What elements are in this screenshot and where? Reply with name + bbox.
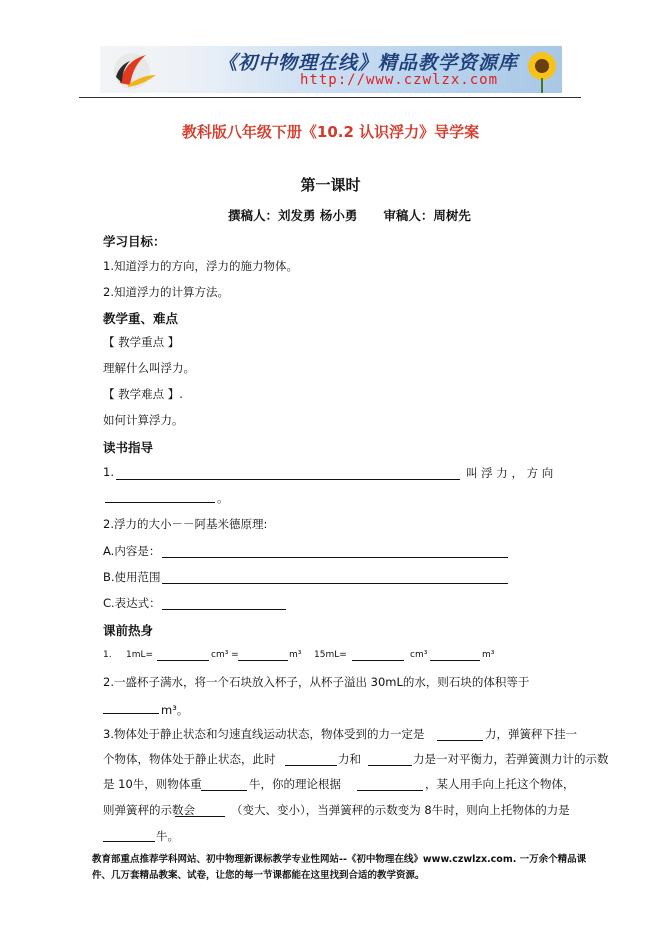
site-logo-icon <box>106 49 164 91</box>
goal-item: 2.知道浮力的计算方法。 <box>103 285 229 299</box>
focus-text: 理解什么叫浮力。 <box>103 361 195 375</box>
warmup-q3-line4-b: （变大、变小），当弹簧秤的示数变为 8牛时，则向上托物体的力是 <box>231 803 570 817</box>
warmup-q1-d: 15mL= <box>314 650 347 660</box>
warmup-q3-line3-b: 牛，你的理论根据 <box>249 777 341 791</box>
blank-line[interactable] <box>105 502 215 503</box>
header-divider <box>79 97 581 98</box>
difficulty-text: 如何计算浮力。 <box>103 413 184 427</box>
banner-title: 《初中物理在线》精品教学资源库 <box>218 52 519 74</box>
warmup-q3-line2-c: 力是一对平衡力，若弹簧测力计的示数 <box>413 752 609 766</box>
warmup-q1-num: 1. <box>103 650 112 660</box>
reading-heading: 读书指导 <box>103 440 154 455</box>
warmup-q2-end: m³。 <box>161 703 189 717</box>
reading-b-label: B.使用范围 <box>103 570 161 584</box>
reading-q2: 2.浮力的大小－－阿基米德原理: <box>103 517 268 531</box>
blank-line[interactable] <box>103 713 159 714</box>
reading-a-label: A.内容是： <box>103 544 161 558</box>
warmup-q1-e: cm³ <box>410 650 428 660</box>
focus-label: 【 教学重点 】 <box>103 335 180 349</box>
key-points-heading: 教学重、难点 <box>103 311 179 326</box>
warmup-q3-line2-a: 个物体，物体处于静止状态，此时 <box>103 752 276 766</box>
warmup-q3-line3-c: ，某人用手向上托这个物体， <box>425 777 575 791</box>
goals-heading: 学习目标： <box>103 234 166 249</box>
blank-line[interactable] <box>352 660 404 661</box>
authors-line <box>228 206 471 224</box>
header-banner <box>100 46 562 93</box>
blank-line[interactable] <box>437 740 483 741</box>
blank-line[interactable] <box>368 765 412 766</box>
blank-line[interactable] <box>201 790 247 791</box>
warmup-q3-line1-b: 力，弹簧秤下挂一 <box>485 727 577 741</box>
warmup-q1-b: cm³ = <box>211 650 239 660</box>
warmup-q3-line2-b: 力和 <box>338 752 361 766</box>
blank-line[interactable] <box>285 765 337 766</box>
warmup-q1-c: m³ <box>289 650 302 660</box>
document-title: 教科版八年级下册《10.2 认识浮力》导学案 <box>181 123 480 141</box>
warmup-q2-line1: 2.一盛杯子满水，将一个石块放入杯子，从杯子溢出 30mL的水，则石块的体积等于 <box>103 675 530 689</box>
sunflower-icon <box>520 46 560 93</box>
blank-line[interactable] <box>116 479 460 480</box>
banner-url[interactable]: http://www.czwlzx.com <box>300 72 499 88</box>
blank-line[interactable] <box>430 660 480 661</box>
blank-line[interactable] <box>103 841 155 842</box>
page-footer: 教育部重点推荐学科网站、初中物理新课标教学专业性网站--《初中物理在线》www.czwlzx.com. 一万余个精品课件、几万套精品教案、试卷，让您的每一节课都能在这里找到合适的教学资源。 <box>92 854 587 881</box>
blank-line[interactable] <box>238 660 288 661</box>
writer: 撰稿人：刘发勇 杨小勇 <box>228 208 358 223</box>
blank-line[interactable] <box>162 557 508 558</box>
blank-line[interactable] <box>357 790 423 791</box>
lesson-title: 第一课时 <box>300 176 361 194</box>
warmup-q3-line1-a: 3.物体处于静止状态和匀速直线运动状态，物体受到的力一定是 <box>103 727 425 741</box>
reading-q1-mid: 叫 浮 力 ， 方 向 <box>466 466 554 480</box>
reading-q1-end: 。 <box>217 491 229 505</box>
blank-line[interactable] <box>162 583 508 584</box>
reviewer: 审稿人：周树先 <box>383 208 471 223</box>
blank-line[interactable] <box>157 660 209 661</box>
blank-line[interactable] <box>175 816 225 817</box>
warmup-q3-line5: 牛。 <box>156 829 179 843</box>
blank-line[interactable] <box>162 609 286 610</box>
warmup-q3-line4-a: 则弹簧秤的示数会 <box>103 803 195 817</box>
reading-c-label: C.表达式： <box>103 596 161 610</box>
warmup-q1-a: 1mL= <box>126 650 154 660</box>
reading-q1-num: 1. <box>103 465 114 479</box>
difficulty-label: 【 教学难点 】. <box>103 387 183 401</box>
warmup-q1-f: m³ <box>482 650 495 660</box>
warmup-q3-line3-a: 是 10牛，则物体重 <box>103 777 202 791</box>
goal-item: 1.知道浮力的方向，浮力的施力物体。 <box>103 259 298 273</box>
warmup-heading: 课前热身 <box>103 623 154 638</box>
